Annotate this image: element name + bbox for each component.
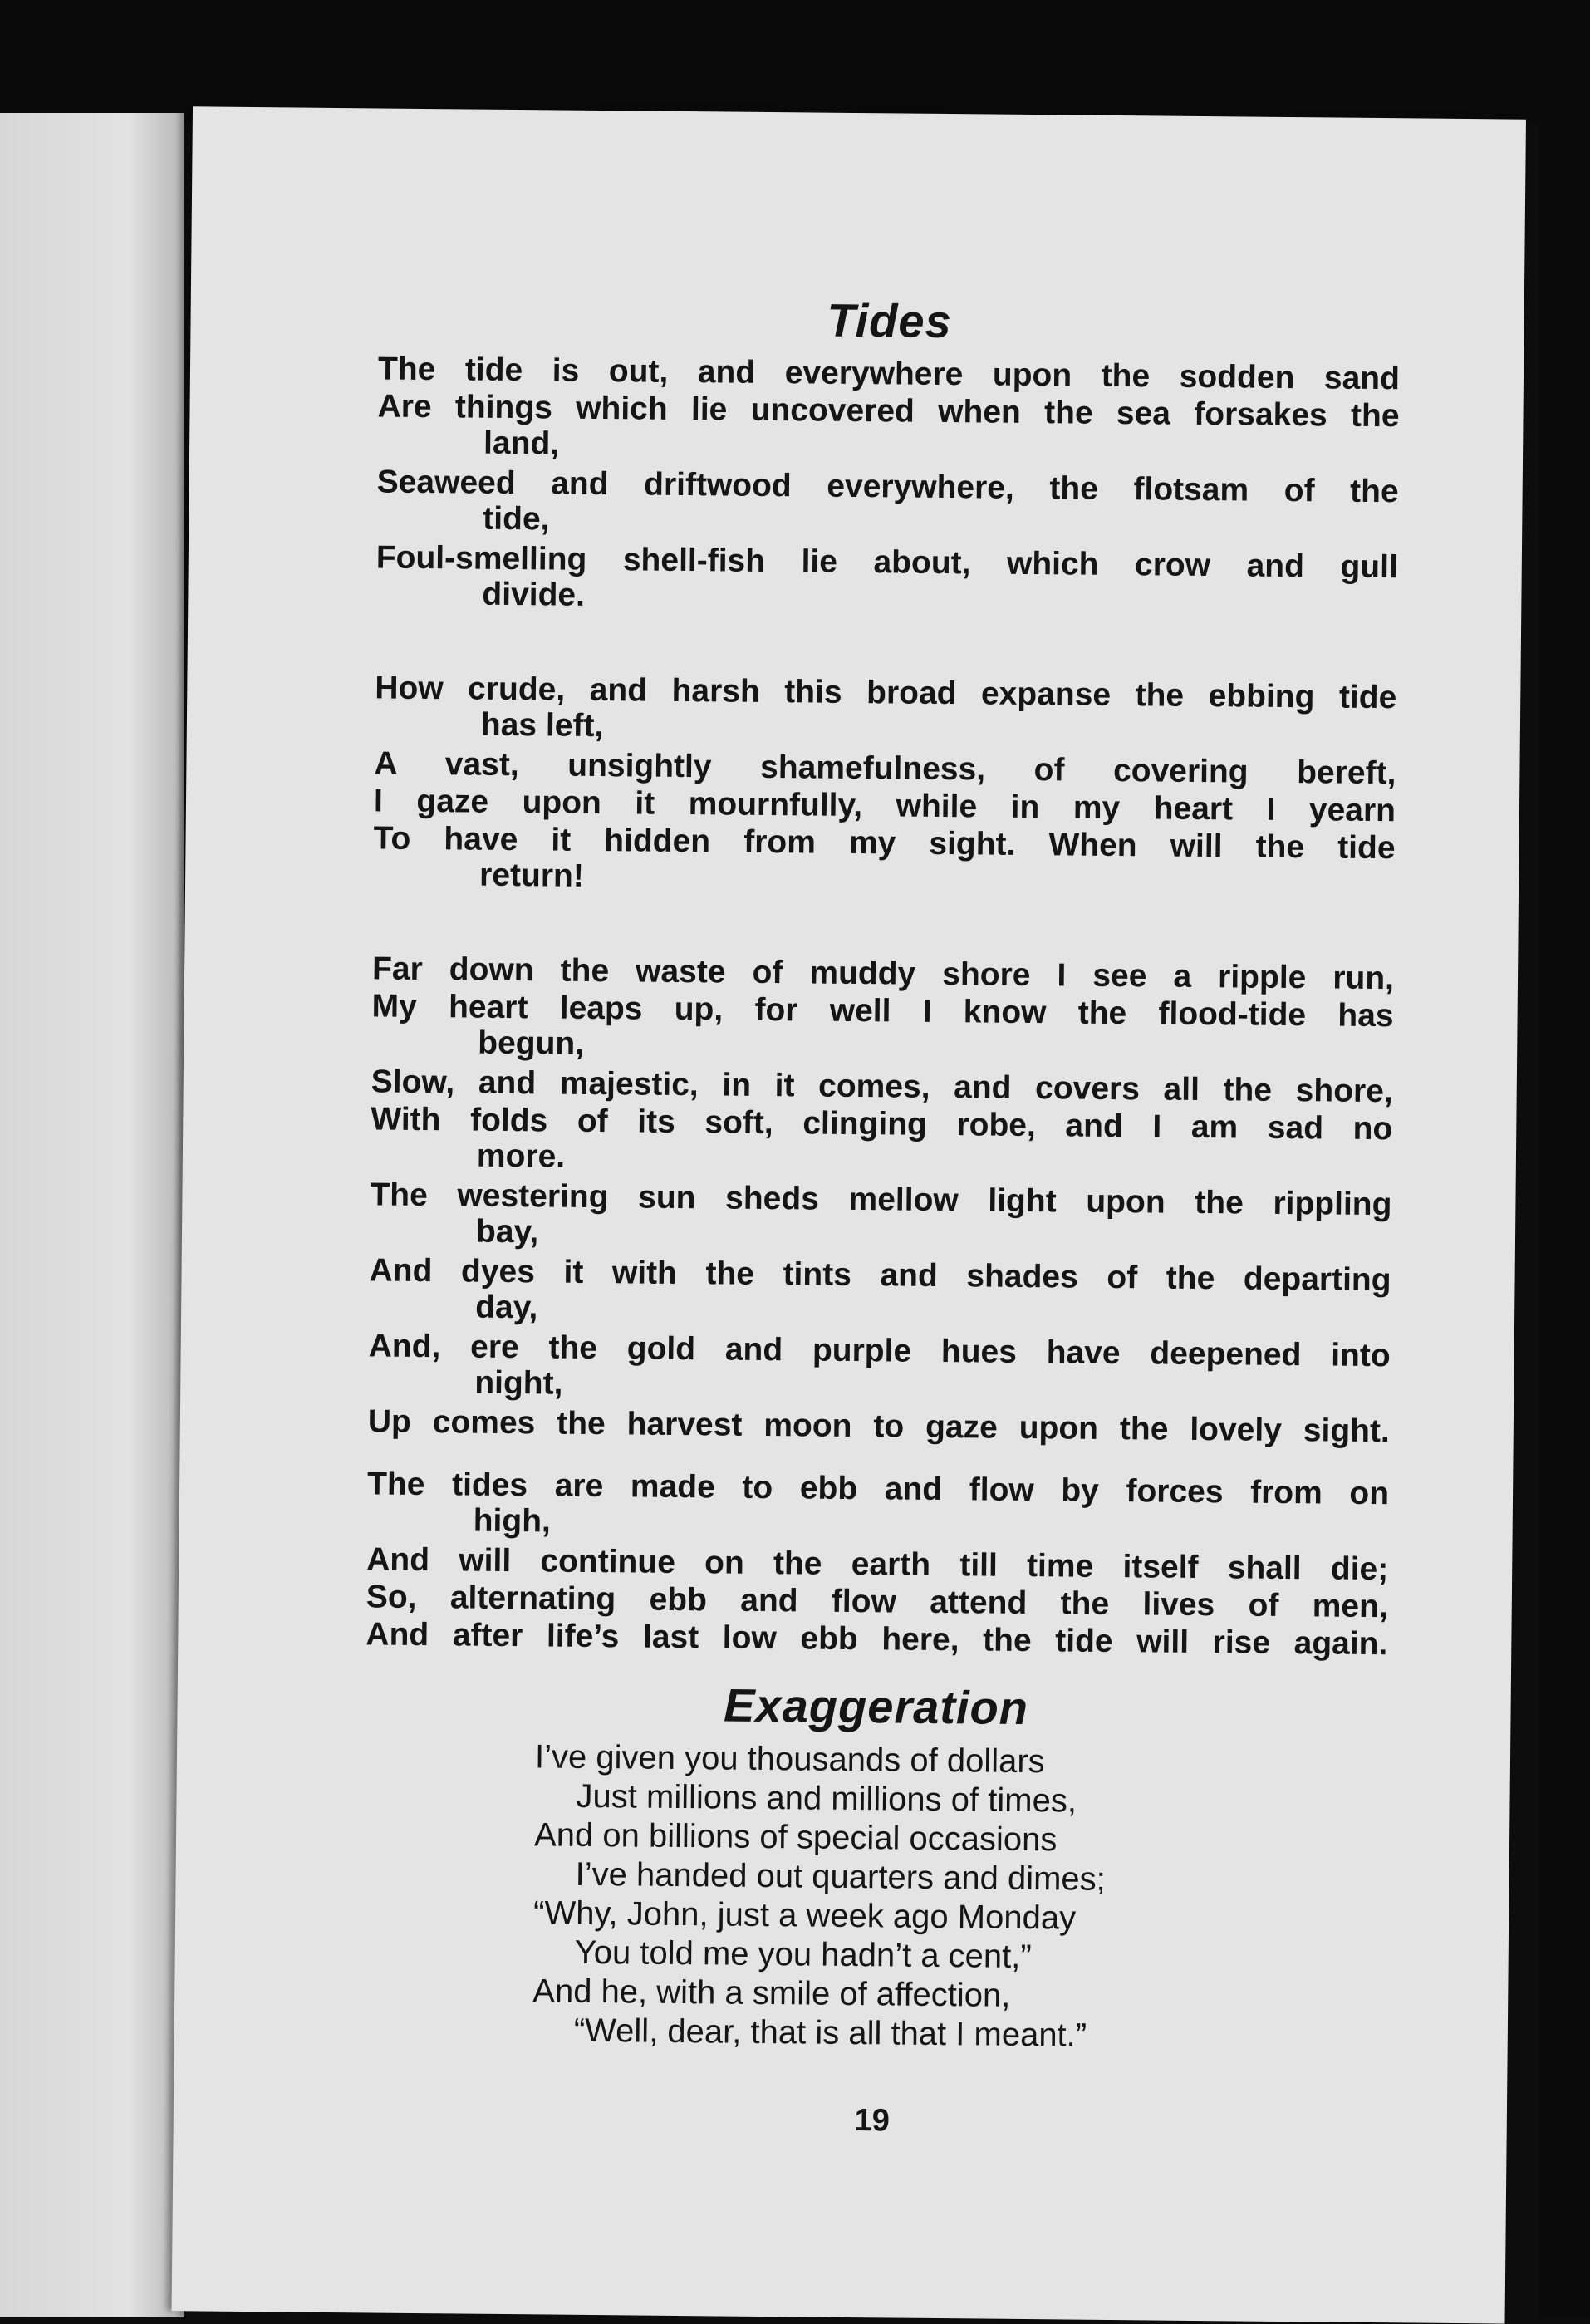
poem-title-tides: Tides — [827, 293, 953, 348]
poem-line-continuation: day, — [474, 1289, 538, 1326]
poem-line: The tide is out, and everywhere upon the sodden sand — [377, 351, 1401, 397]
poem-line: And he, with a smile of affection, — [532, 1973, 1011, 2014]
stanza-gap — [372, 895, 1395, 960]
poem-line: I’ve handed out quarters and dimes; — [575, 1855, 1107, 1898]
poem-line: My heart leaps up, for well I know the flood-tide has — [371, 988, 1394, 1034]
poem-line: The tides are made to ebb and flow by forces from on — [366, 1466, 1390, 1512]
poem-line: Just millions and millions of times, — [576, 1777, 1077, 1820]
book-page — [172, 106, 1526, 2323]
facing-page-edge — [0, 113, 184, 2317]
poem-line: How crude, and harsh this broad expanse the ebbing tide — [375, 670, 1397, 716]
poem-line: “Why, John, just a week ago Monday — [532, 1894, 1077, 1937]
poem-line: The westering sun sheds mellow light upon the rippling — [370, 1177, 1392, 1223]
poem-title-exaggeration: Exaggeration — [723, 1678, 1029, 1735]
poem-line: And dyes it with the tints and shades of the departing — [369, 1252, 1391, 1299]
poem-line: And, ere the gold and purple hues have deepened into — [368, 1328, 1391, 1374]
poem-line-continuation: more. — [476, 1137, 566, 1175]
scanner-right-border — [1538, 0, 1590, 2317]
poem-line-continuation: bay, — [475, 1213, 539, 1250]
poem-line-continuation: return! — [478, 857, 585, 894]
poem-line-continuation: high, — [473, 1502, 552, 1540]
poem-line-continuation: begun, — [478, 1024, 585, 1062]
poem-line: Are things which lie uncovered when the sea forsakes the — [377, 388, 1400, 435]
poem-line: “Well, dear, that is all that I meant.” — [573, 2012, 1087, 2054]
poem-line-continuation: land, — [483, 425, 560, 462]
poem-line: Up comes the harvest moon to gaze upon the lovely sight. — [367, 1403, 1391, 1450]
poem-body-exaggeration — [532, 1737, 1387, 2058]
scanner-top-border — [0, 0, 1590, 125]
poem-line-continuation: tide, — [483, 500, 550, 538]
poem-line: Foul-smelling shell-fish lie about, which crow and gull — [375, 539, 1398, 586]
poem-line: I gaze upon it mournfully, while in my heart I yearn — [373, 783, 1396, 829]
poem-line: A vast, unsightly shamefulness, of covering bereft, — [374, 745, 1396, 792]
poem-line: Seaweed and driftwood everywhere, the flotsam of the — [376, 464, 1399, 510]
poem-line: And on billions of special occasions — [533, 1816, 1058, 1859]
poem-line: So, alternating ebb and flow attend the lives of men, — [366, 1579, 1388, 1625]
poem-line-continuation: night, — [474, 1364, 563, 1402]
poem-line: And will continue on the earth till time itself shall die; — [366, 1541, 1389, 1588]
poem-line: I’ve given you thousands of dollars — [534, 1738, 1045, 1781]
poem-line-continuation: has left, — [480, 706, 604, 744]
poem-line: To have it hidden from my sight. When will the tide — [373, 820, 1396, 867]
page-content — [361, 287, 1401, 2144]
poem-line: And after life’s last low ebb here, the tide will rise again. — [366, 1616, 1388, 1663]
poem-line: Slow, and majestic, in it comes, and covers all the shore, — [371, 1064, 1393, 1110]
page-number: 19 — [854, 2103, 891, 2139]
poem-line: Far down the waste of muddy shore I see a ripple run, — [371, 951, 1395, 997]
poem-line: You told me you hadn’t a cent,” — [574, 1933, 1032, 1976]
poem-body-tides — [366, 350, 1400, 1663]
poem-line-continuation: divide. — [482, 576, 586, 613]
stanza-gap — [375, 614, 1398, 679]
poem-line: With folds of its soft, clinging robe, and I am sad no — [371, 1101, 1393, 1147]
